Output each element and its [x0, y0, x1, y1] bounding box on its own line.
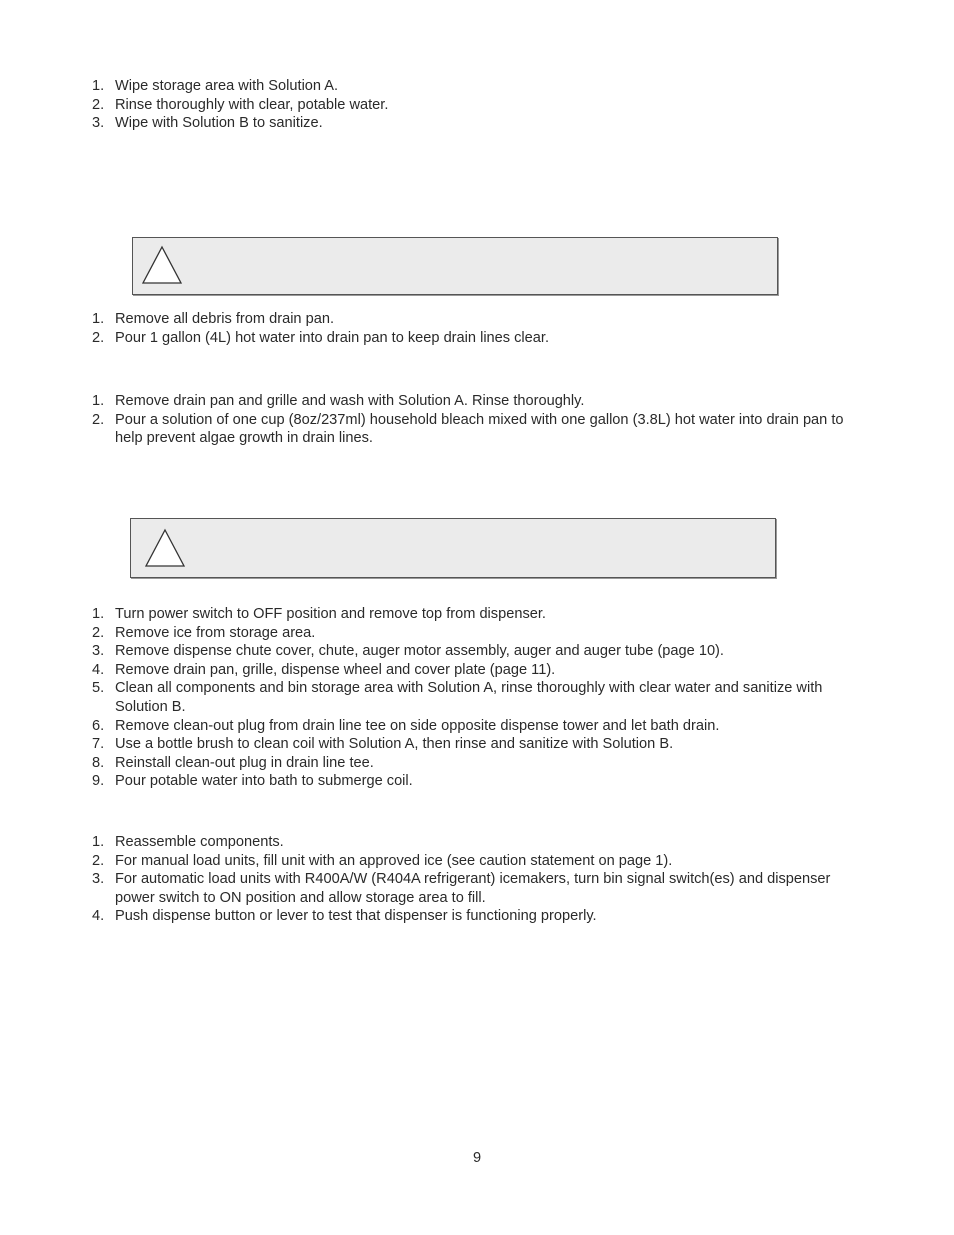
list-item: 3. For automatic load units with R400A/W (R404A refrigerant) icemakers, turn bin signal switch(es) and dispenser power switch to ON position and allow storage area to fill. [92, 871, 831, 906]
list-item: 7. Use a bottle brush to clean coil with Solution A, then rinse and sanitize with Solution B. [92, 736, 674, 753]
list-item: 2. Pour 1 gallon (4L) hot water into drain pan to keep drain lines clear. [92, 329, 550, 346]
list-item: 4. Remove drain pan, grille, dispense wheel and cover plate (page 11). [92, 661, 556, 678]
list-item: 1. Wipe storage area with Solution A. [92, 78, 339, 94]
list-item: 2. Pour a solution of one cup (8oz/237ml) household bleach mixed with one gallon (3.8L) hot water into drain pan to help prevent algae growth in drain lines. [92, 411, 844, 447]
list-item: 2. Remove ice from storage area. [92, 624, 316, 641]
list-item: 1. Turn power switch to OFF position and remove top from dispenser. [92, 606, 546, 622]
list-item: 6. Remove clean-out plug from drain line tee on side opposite dispense tower and let bath drain. [92, 717, 720, 734]
list-item: 4. Push dispense button or lever to test that dispenser is functioning properly. [92, 908, 597, 925]
reassembly-steps [92, 833, 862, 926]
list-item: 2. For manual load units, fill unit with an approved ice (see caution statement on page 1). [92, 852, 673, 869]
list-item: 8. Reinstall clean-out plug in drain line tee. [92, 754, 374, 771]
warning-triangle-icon [144, 528, 186, 568]
list-item: 3. Wipe with Solution B to sanitize. [92, 115, 323, 132]
list-item: 3. Remove dispense chute cover, chute, auger motor assembly, auger and auger tube (page 10). [92, 643, 724, 660]
storage-cleaning-steps [92, 77, 862, 133]
warning-triangle-icon [141, 245, 183, 285]
list-item: 2. Rinse thoroughly with clear, potable water. [92, 96, 389, 113]
page-number: 9 [472, 1150, 482, 1166]
warning-box [130, 518, 776, 578]
list-item: 1. Remove all debris from drain pan. [92, 311, 335, 327]
list-item: 5. Clean all components and bin storage area with Solution A, rinse thoroughly with clear water and sanitize with Solution B. [92, 680, 823, 715]
warning-box [132, 237, 778, 295]
list-item: 1. Remove drain pan and grille and wash with Solution A. Rinse thoroughly. [92, 393, 585, 409]
list-item: 9. Pour potable water into bath to submerge coil. [92, 773, 413, 790]
coil-cleaning-steps [92, 605, 862, 791]
drain-grille-steps [92, 392, 862, 448]
list-item: 1. Reassemble components. [92, 834, 284, 850]
drain-pan-steps [92, 310, 862, 347]
